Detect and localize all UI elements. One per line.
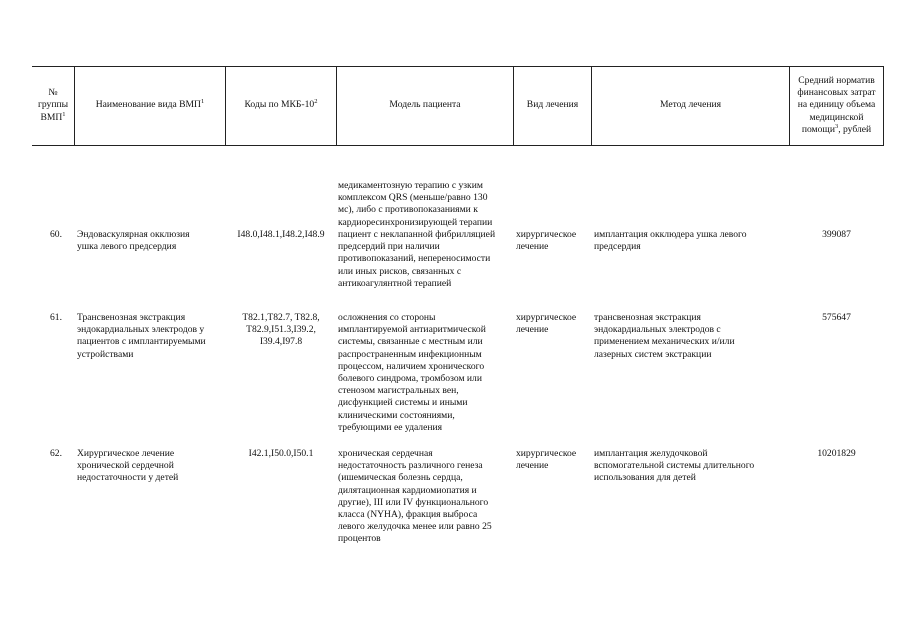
row-60-vmp-name: Эндоваскулярная окклюзия ушка левого предсердия bbox=[77, 229, 190, 253]
row-60-icd-codes: I48.0,I48.1,I48.2,I48.9 bbox=[237, 229, 325, 240]
row-61-icd-codes: T82.1,T82.7, T82.8, T82.9,I51.3,I39.2, I39.4,I97.8 bbox=[242, 312, 320, 348]
header-group-number-text: № группы ВМП bbox=[37, 87, 69, 123]
header-patient-model-text: Модель пациента bbox=[389, 99, 461, 111]
header-treatment-method bbox=[591, 66, 789, 145]
footnote-3-mark: 3 bbox=[834, 122, 839, 130]
row-62-treatment-method: имплантация желудочковой вспомогательной системы длительного использования для детей bbox=[594, 448, 755, 484]
row-continuation-patient-model: медикаментозную терапию с узким комплексом QRS (меньше/равно 130 мс), либо с противопоказаниями к кардиоресинхронизирующей терапии bbox=[338, 180, 493, 228]
row-62-treatment-type: хирургическое лечение bbox=[516, 448, 577, 472]
header-cost-standard bbox=[789, 66, 884, 145]
header-treatment-type-text: Вид лечения bbox=[526, 99, 579, 111]
table-header-bottom-rule bbox=[32, 145, 884, 146]
header-icd-codes-text: Коды по МКБ-10 bbox=[244, 99, 315, 111]
header-vmp-name bbox=[74, 66, 225, 145]
header-cost-standard-text: Средний норматив финансовых затрат на единицу объема медицинской помощи bbox=[797, 74, 876, 135]
header-icd-codes bbox=[225, 66, 336, 145]
footnote-1-mark: 1 bbox=[62, 110, 66, 118]
row-62-vmp-name: Хирургическое лечение хронической сердечной недостаточности у детей bbox=[77, 448, 179, 484]
footnote-1-mark: 1 bbox=[200, 98, 205, 106]
header-group-number bbox=[32, 66, 74, 145]
footnote-2-mark: 2 bbox=[314, 98, 318, 106]
header-treatment-type bbox=[513, 66, 591, 145]
row-62-number: 62. bbox=[50, 448, 62, 459]
header-vmp-name-text: Наименование вида ВМП bbox=[95, 99, 201, 111]
header-patient-model bbox=[336, 66, 513, 145]
row-61-treatment-method: трансвенозная экстракция эндокардиальных электродов с применением механических и/или лазерных систем экстракции bbox=[594, 312, 735, 360]
header-cost-standard-unit: , рублей bbox=[838, 123, 872, 135]
row-61-treatment-type: хирургическое лечение bbox=[516, 312, 577, 336]
row-62-cost: 10201829 bbox=[817, 448, 856, 459]
row-62-patient-model: хроническая сердечная недостаточность различного генеза (ишемическая болезнь сердца, дилятационная кардиомиопатия и другие), III или IV функционального класса (NYHA), фракция выброса левого желудочка менее или равно 25 процентов bbox=[338, 448, 492, 545]
row-60-number: 60. bbox=[50, 229, 62, 240]
row-61-cost: 575647 bbox=[822, 312, 851, 323]
row-60-cost: 399087 bbox=[822, 229, 851, 240]
row-62-icd-codes: I42.1,I50.0,I50.1 bbox=[248, 448, 314, 459]
row-61-vmp-name: Трансвенозная экстракция эндокардиальных электродов у пациентов с имплантируемыми устройствами bbox=[77, 312, 206, 360]
header-treatment-method-text: Метод лечения bbox=[659, 99, 722, 111]
row-61-number: 61. bbox=[50, 312, 62, 323]
row-60-treatment-type: хирургическое лечение bbox=[516, 229, 577, 253]
row-60-patient-model: пациент с неклапанной фибрилляцией предсердий при наличии противопоказаний, непереносимости или иных рисков, связанных с антикоагулянтной терапией bbox=[338, 229, 496, 289]
row-60-treatment-method: имплантация окклюдера ушка левого предсердия bbox=[594, 229, 747, 253]
row-61-patient-model: осложнения со стороны имплантируемой антиаритмической системы, связанные с местным или распространенным инфекционным процессом, наличием хронического болевого синдрома, тромбозом или стенозом магистральных вен, дисфункцией системы и иными клиническими состояниями, требующими ее удаления bbox=[338, 312, 486, 433]
